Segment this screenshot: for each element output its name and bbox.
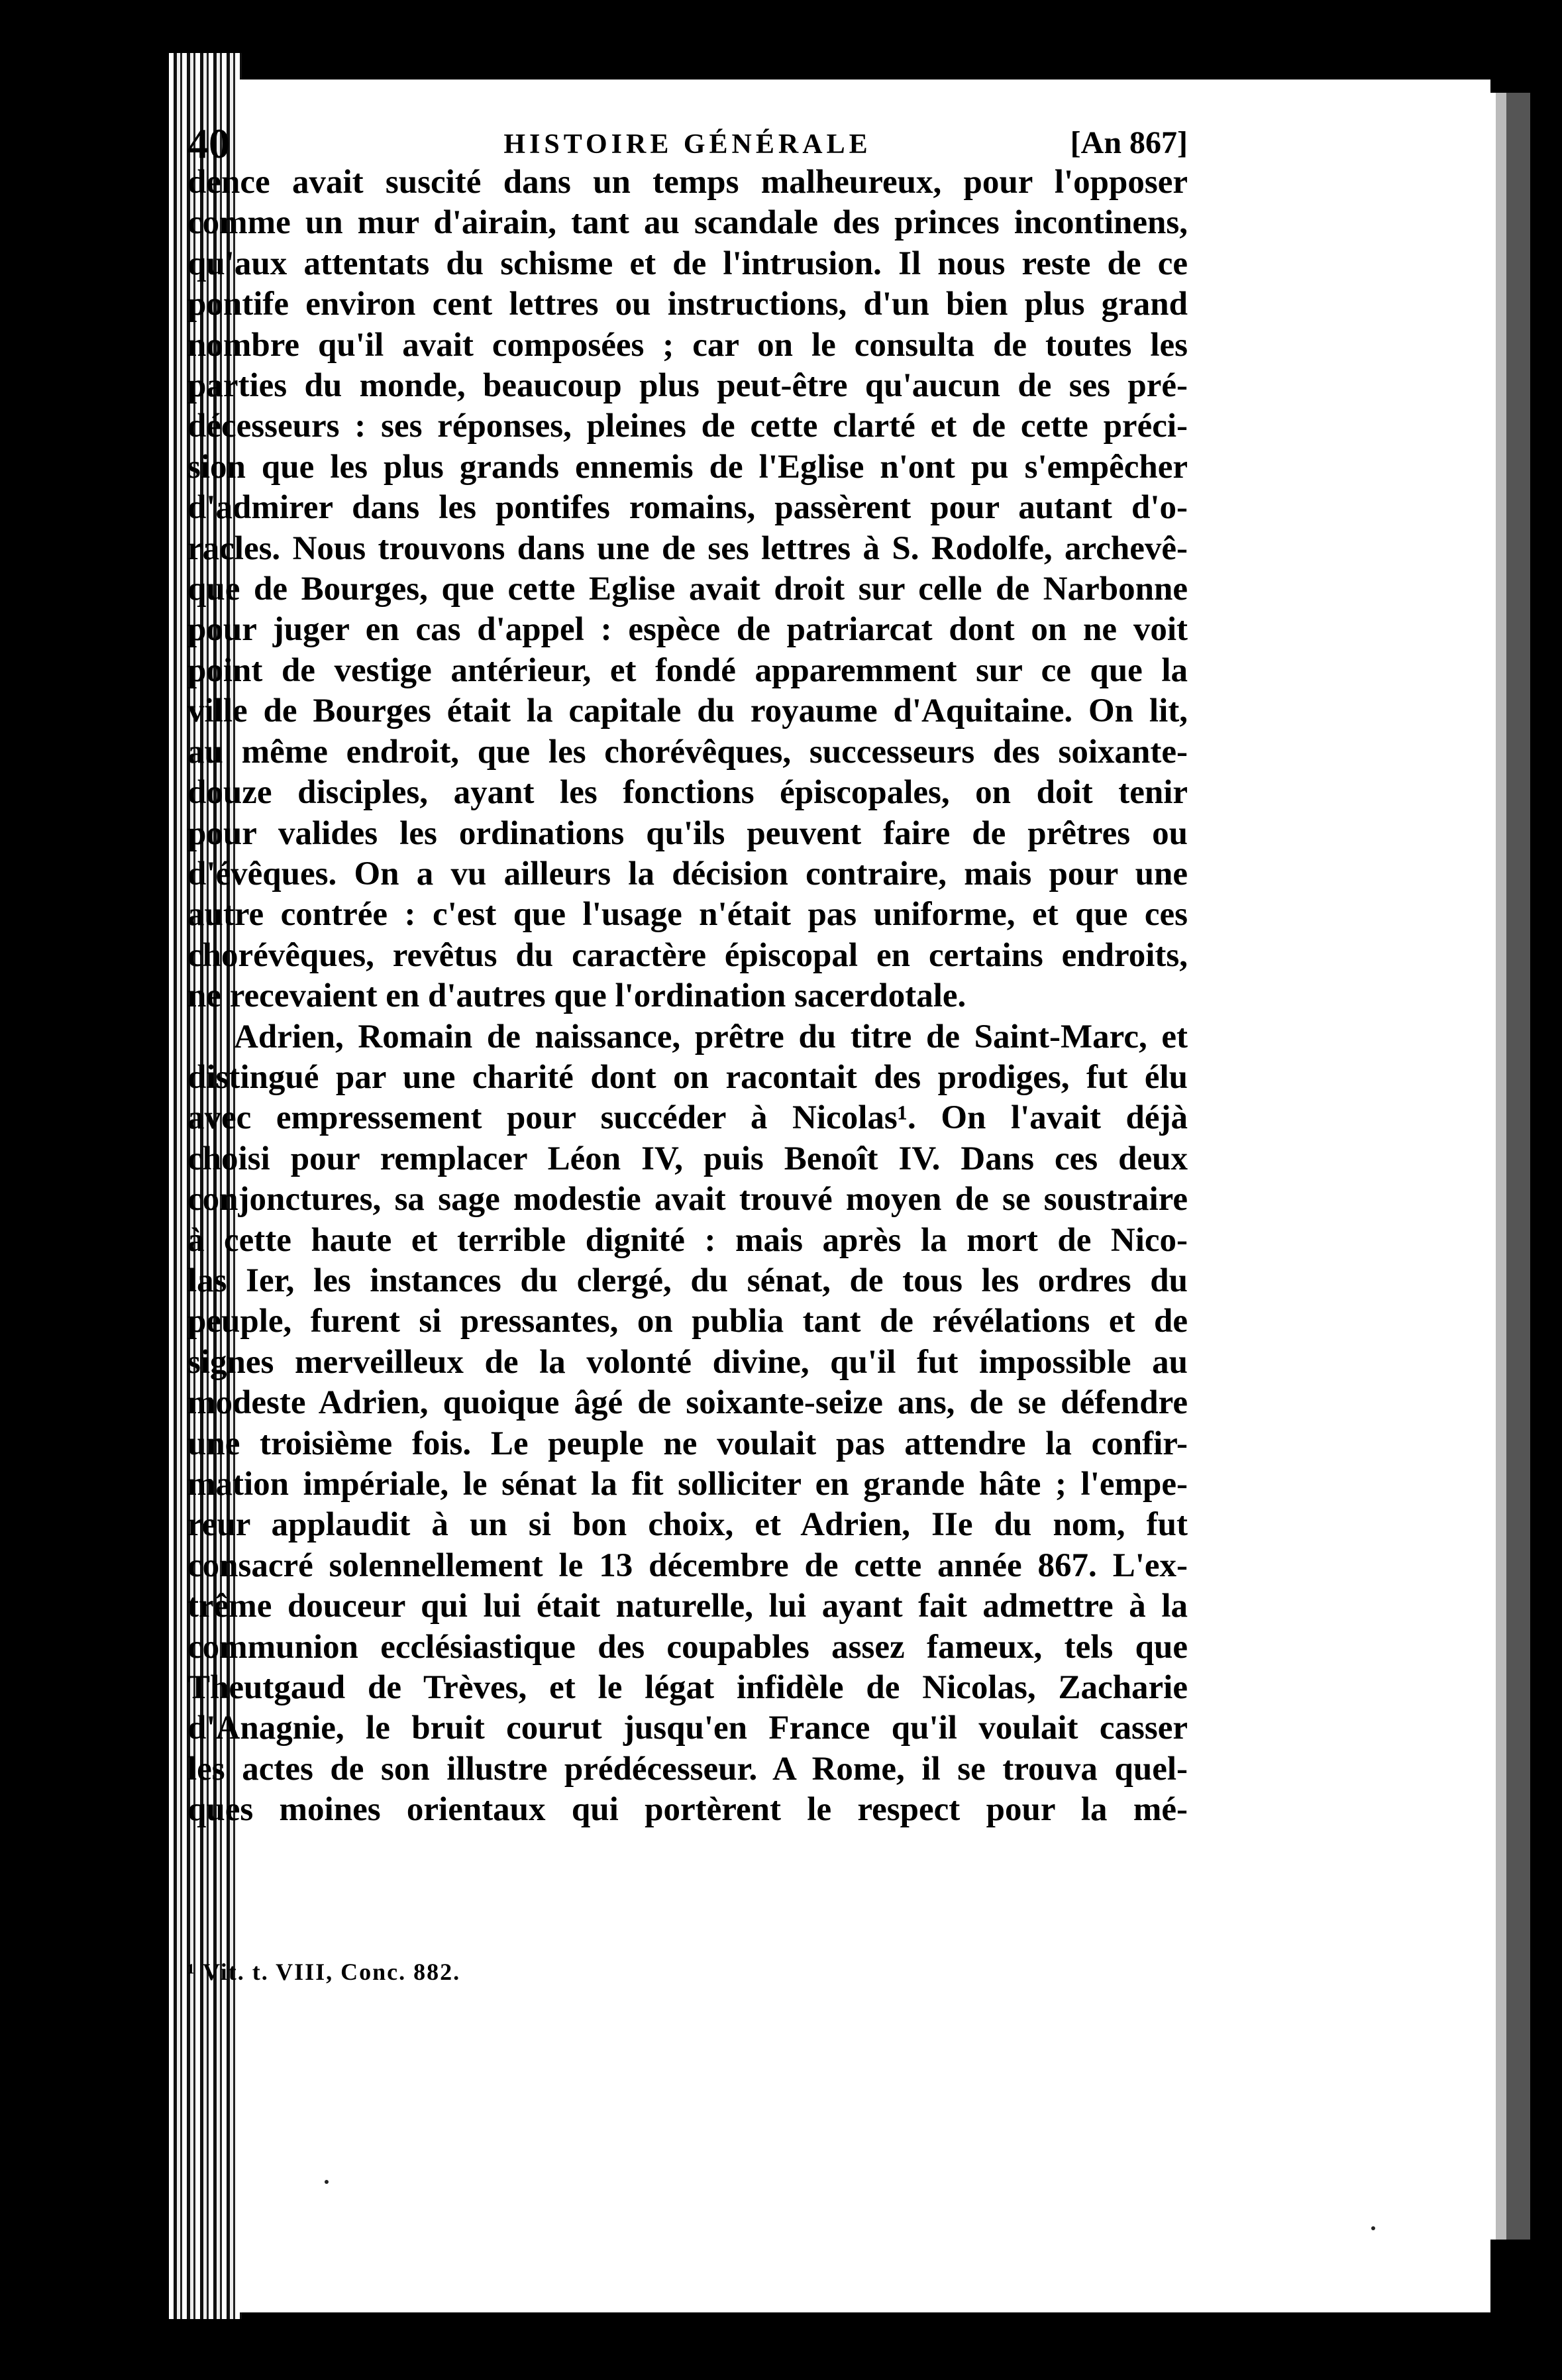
text-line: les actes de son illustre prédécesseur. A Rome, il se trouva quel- — [187, 1750, 1188, 1788]
text-line: comme un mur d'airain, tant au scandale des princes incontinens, — [187, 204, 1188, 242]
text-line: d'Anagnie, le bruit courut jusqu'en France qu'il voulait casser — [187, 1709, 1188, 1747]
text-line: Theutgaud de Trèves, et le légat infidèle de Nicolas, Zacharie — [187, 1669, 1188, 1707]
text-line: mation impériale, le sénat la fit solliciter en grande hâte ; l'empe- — [187, 1466, 1188, 1503]
text-line: point de vestige antérieur, et fondé apparemment sur ce que la — [187, 651, 1188, 689]
page-number: 40 — [187, 120, 230, 167]
year-mark: [An 867] — [1070, 125, 1188, 160]
book-page-edges-right — [1484, 93, 1557, 2240]
text-line: modeste Adrien, quoique âgé de soixante-seize ans, de se défendre — [187, 1384, 1188, 1422]
text-line: que de Bourges, que cette Eglise avait droit sur celle de Narbonne — [187, 570, 1188, 608]
text-line: ville de Bourges était la capitale du royaume d'Aquitaine. On lit, — [187, 692, 1188, 730]
text-line: racles. Nous trouvons dans une de ses lettres à S. Rodolfe, archevê- — [187, 529, 1188, 567]
text-line: d'évêques. On a vu ailleurs la décision contraire, mais pour une — [187, 855, 1188, 892]
text-line: dence avait suscité dans un temps malheureux, pour l'opposer — [187, 164, 1188, 201]
text-line: d'admirer dans les pontifes romains, passèrent pour autant d'o- — [187, 489, 1188, 527]
text-line: chorévêques, revêtus du caractère épiscopal en certains endroits, — [187, 936, 1188, 974]
body-text — [187, 162, 1188, 1831]
text-line: reur applaudit à un si bon choix, et Adrien, IIe du nom, fut — [187, 1506, 1188, 1544]
text-line: las Ier, les instances du clergé, du sénat, de tous les ordres du — [187, 1262, 1188, 1299]
ink-speck — [1371, 2226, 1375, 2230]
ink-speck — [325, 2180, 329, 2184]
text-line: conjonctures, sa sage modestie avait trouvé moyen de se soustraire — [187, 1181, 1188, 1218]
text-line: pour juger en cas d'appel : espèce de patriarcat dont on ne voit — [187, 611, 1188, 649]
text-line: sion que les plus grands ennemis de l'Eglise n'ont pu s'empêcher — [187, 448, 1188, 486]
text-line: pour valides les ordinations qu'ils peuvent faire de prêtres ou — [187, 814, 1188, 852]
text-line: parties du monde, beaucoup plus peut-être qu'aucun de ses pré- — [187, 367, 1188, 405]
text-line: ques moines orientaux qui portèrent le respect pour la mé- — [187, 1791, 1188, 1829]
text-line: autre contrée : c'est que l'usage n'était pas uniforme, et que ces — [187, 896, 1188, 934]
paragraph-start-line: Adrien, Romain de naissance, prêtre du titre de Saint-Marc, et — [234, 1018, 1188, 1055]
text-line: au même endroit, que les chorévêques, successeurs des soixante- — [187, 733, 1188, 771]
text-line: décesseurs : ses réponses, pleines de cette clarté et de cette préci- — [187, 407, 1188, 445]
footnote: ¹ Vit. t. VIII, Conc. 882. — [187, 1959, 461, 1985]
text-line: signes merveilleux de la volonté divine, qu'il fut impossible au — [187, 1343, 1188, 1381]
text-line: avec empressement pour succéder à Nicolas¹. On l'avait déjà — [187, 1099, 1188, 1137]
text-line: consacré solennellement le 13 décembre de cette année 867. L'ex- — [187, 1546, 1188, 1584]
text-line: distingué par une charité dont on racontait des prodiges, fut élu — [187, 1058, 1188, 1096]
running-title: HISTOIRE GÉNÉRALE — [503, 129, 872, 160]
text-line: choisi pour remplacer Léon IV, puis Benoît IV. Dans ces deux — [187, 1140, 1188, 1177]
text-line: douze disciples, ayant les fonctions épiscopales, on doit tenir — [187, 774, 1188, 812]
text-line: pontife environ cent lettres ou instructions, d'un bien plus grand — [187, 286, 1188, 323]
text-line: communion ecclésiastique des coupables assez fameux, tels que — [187, 1628, 1188, 1666]
paragraph-end-line: ne recevaient en d'autres que l'ordination sacerdotale. — [187, 977, 966, 1015]
text-line: à cette haute et terrible dignité : mais après la mort de Nico- — [187, 1221, 1188, 1259]
text-line: trême douceur qui lui était naturelle, lui ayant fait admettre à la — [187, 1588, 1188, 1625]
text-line: nombre qu'il avait composées ; car on le consulta de toutes les — [187, 326, 1188, 364]
text-line: qu'aux attentats du schisme et de l'intrusion. Il nous reste de ce — [187, 244, 1188, 282]
text-line: une troisième fois. Le peuple ne voulait pas attendre la confir- — [187, 1425, 1188, 1462]
text-line: peuple, furent si pressantes, on publia tant de révélations et de — [187, 1303, 1188, 1340]
